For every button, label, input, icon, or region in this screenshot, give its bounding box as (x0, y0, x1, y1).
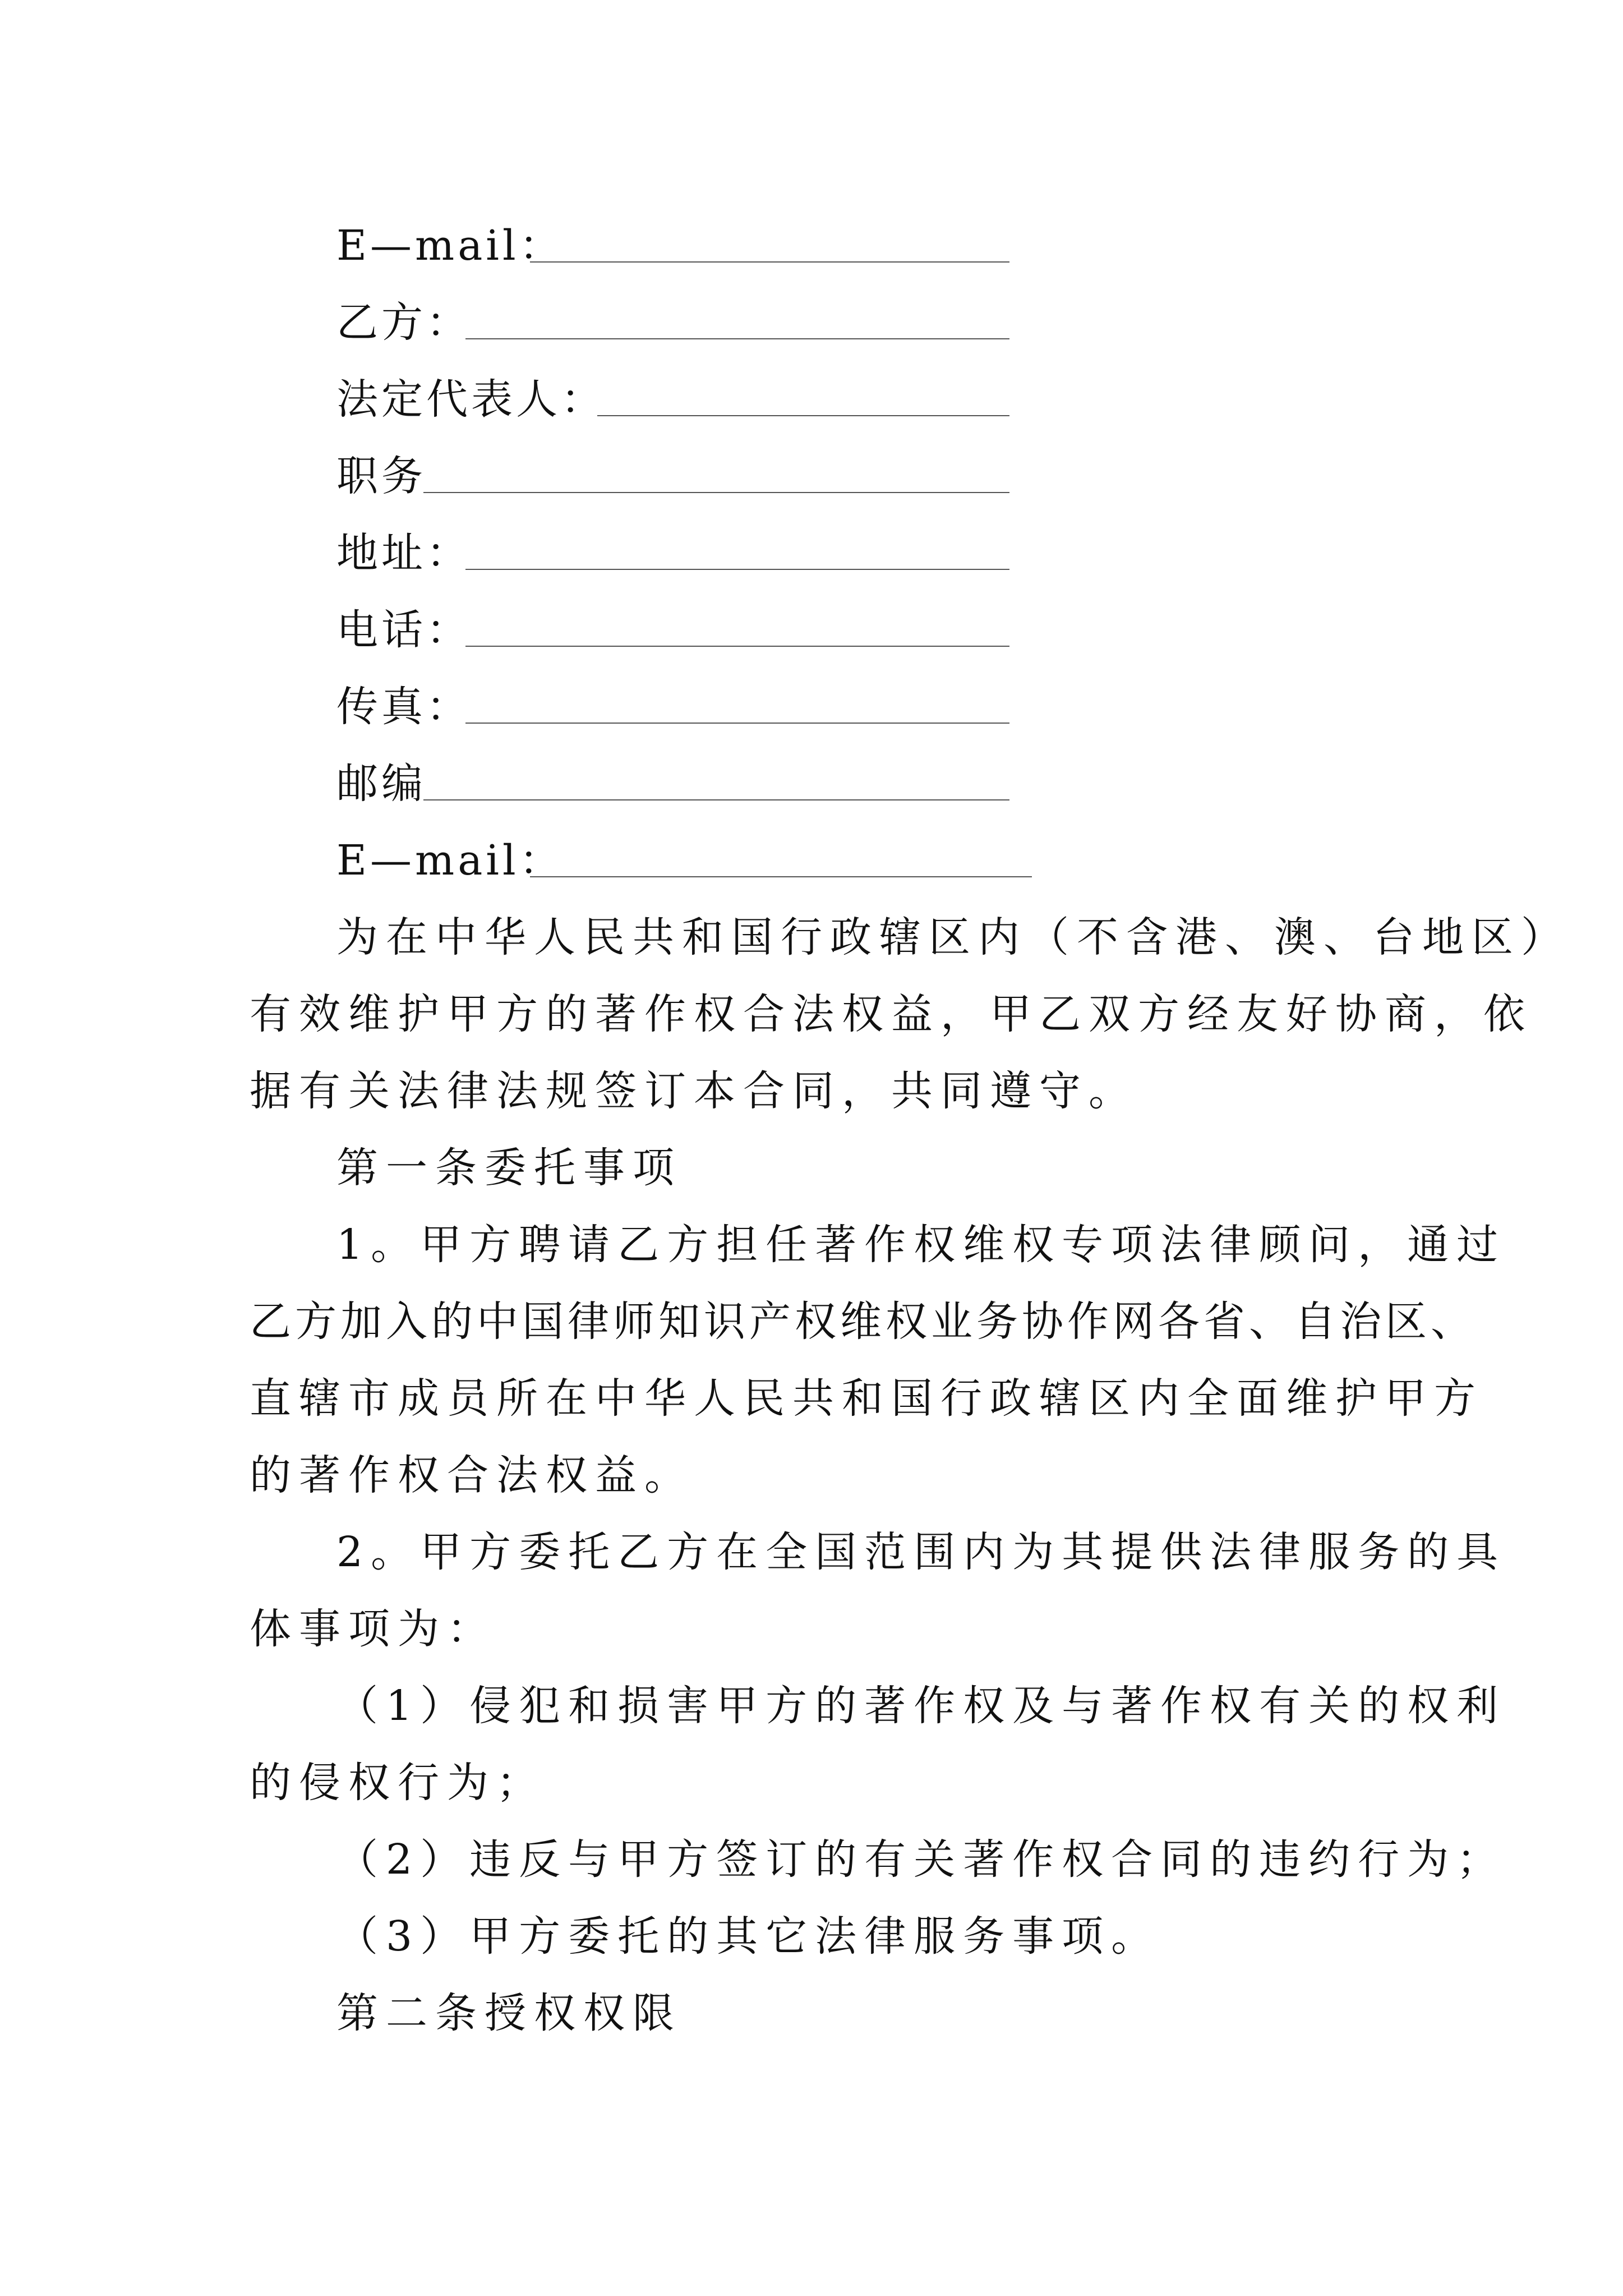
field-phone (0, 596, 1623, 664)
paragraph-line (0, 1057, 1623, 1125)
field-fax (0, 673, 1623, 740)
field-email-a (0, 212, 1623, 279)
field-label: E—mail： (336, 222, 564, 270)
field-label: 邮编 (336, 760, 426, 808)
blank-line[interactable] (530, 261, 1009, 263)
article-2-heading: 第二条授权权限 (336, 1989, 682, 2037)
paragraph-line (0, 1211, 1623, 1278)
blank-line[interactable] (597, 415, 1009, 416)
article-1-sub-3: （3）甲方委托的其它法律服务事项。 (336, 1912, 1161, 1961)
preamble-line-3: 据有关法律法规签订本合同，共同遵守。 (250, 1067, 1138, 1115)
paragraph-line (0, 1749, 1623, 1816)
paragraph-line (0, 1519, 1623, 1586)
preamble-line-1: 为在中华人民共和国行政辖区内（不含港、澳、台地区） (336, 913, 1570, 961)
field-email-b (0, 827, 1623, 894)
blank-line[interactable] (423, 492, 1009, 493)
article-1-item-2-line-2: 体事项为： (250, 1605, 496, 1653)
paragraph-line (0, 1595, 1623, 1663)
blank-line[interactable] (465, 338, 1009, 339)
article-1-item-2-line-1: 2。甲方委托乙方在全国范围内为其提供法律服务的具 (336, 1528, 1506, 1576)
paragraph-line (0, 1442, 1623, 1509)
article-1-sub-1-line-2: 的侵权行为； (250, 1759, 546, 1807)
blank-line[interactable] (465, 569, 1009, 570)
paragraph-line (0, 904, 1623, 971)
paragraph-line (0, 1903, 1623, 1970)
article-1-sub-1-line-1: （1）侵犯和损害甲方的著作权及与著作权有关的权利 (336, 1682, 1506, 1730)
field-label: 地址： (336, 529, 471, 577)
field-label: 职务 (336, 452, 426, 500)
field-legal-representative (0, 366, 1623, 433)
article-1-item-1-line-4: 的著作权合法权益。 (250, 1451, 694, 1499)
field-label: 法定代表人： (336, 375, 606, 424)
article-1-sub-2: （2）违反与甲方签订的有关著作权合同的违约行为； (336, 1835, 1506, 1884)
article-heading (0, 1980, 1623, 2047)
paragraph-line (0, 1288, 1623, 1355)
article-1-heading: 第一条委托事项 (336, 1144, 682, 1192)
preamble-line-2: 有效维护甲方的著作权合法权益，甲乙双方经友好协商，依 (250, 990, 1533, 1038)
paragraph-line (0, 981, 1623, 1048)
article-1-item-1-line-1: 1。甲方聘请乙方担任著作权维权专项法律顾问，通过 (336, 1221, 1506, 1269)
paragraph-line (0, 1672, 1623, 1740)
blank-line[interactable] (530, 876, 1032, 877)
article-1-item-1-line-2: 乙方加入的中国律师知识产权维权业务协作网各省、自治区、 (250, 1297, 1476, 1346)
field-party-b (0, 289, 1623, 356)
blank-line[interactable] (465, 723, 1009, 724)
paragraph-line (0, 1826, 1623, 1893)
paragraph-line (0, 1365, 1623, 1432)
field-position (0, 443, 1623, 510)
field-address (0, 519, 1623, 587)
blank-line[interactable] (465, 646, 1009, 647)
field-label: 电话： (336, 606, 471, 654)
field-label: E—mail： (336, 836, 564, 885)
field-label: 乙方： (336, 298, 471, 347)
article-heading (0, 1134, 1623, 1202)
article-1-item-1-line-3: 直辖市成员所在中华人民共和国行政辖区内全面维护甲方 (250, 1374, 1483, 1423)
field-postcode (0, 750, 1623, 817)
field-label: 传真： (336, 683, 471, 731)
blank-line[interactable] (423, 799, 1009, 800)
